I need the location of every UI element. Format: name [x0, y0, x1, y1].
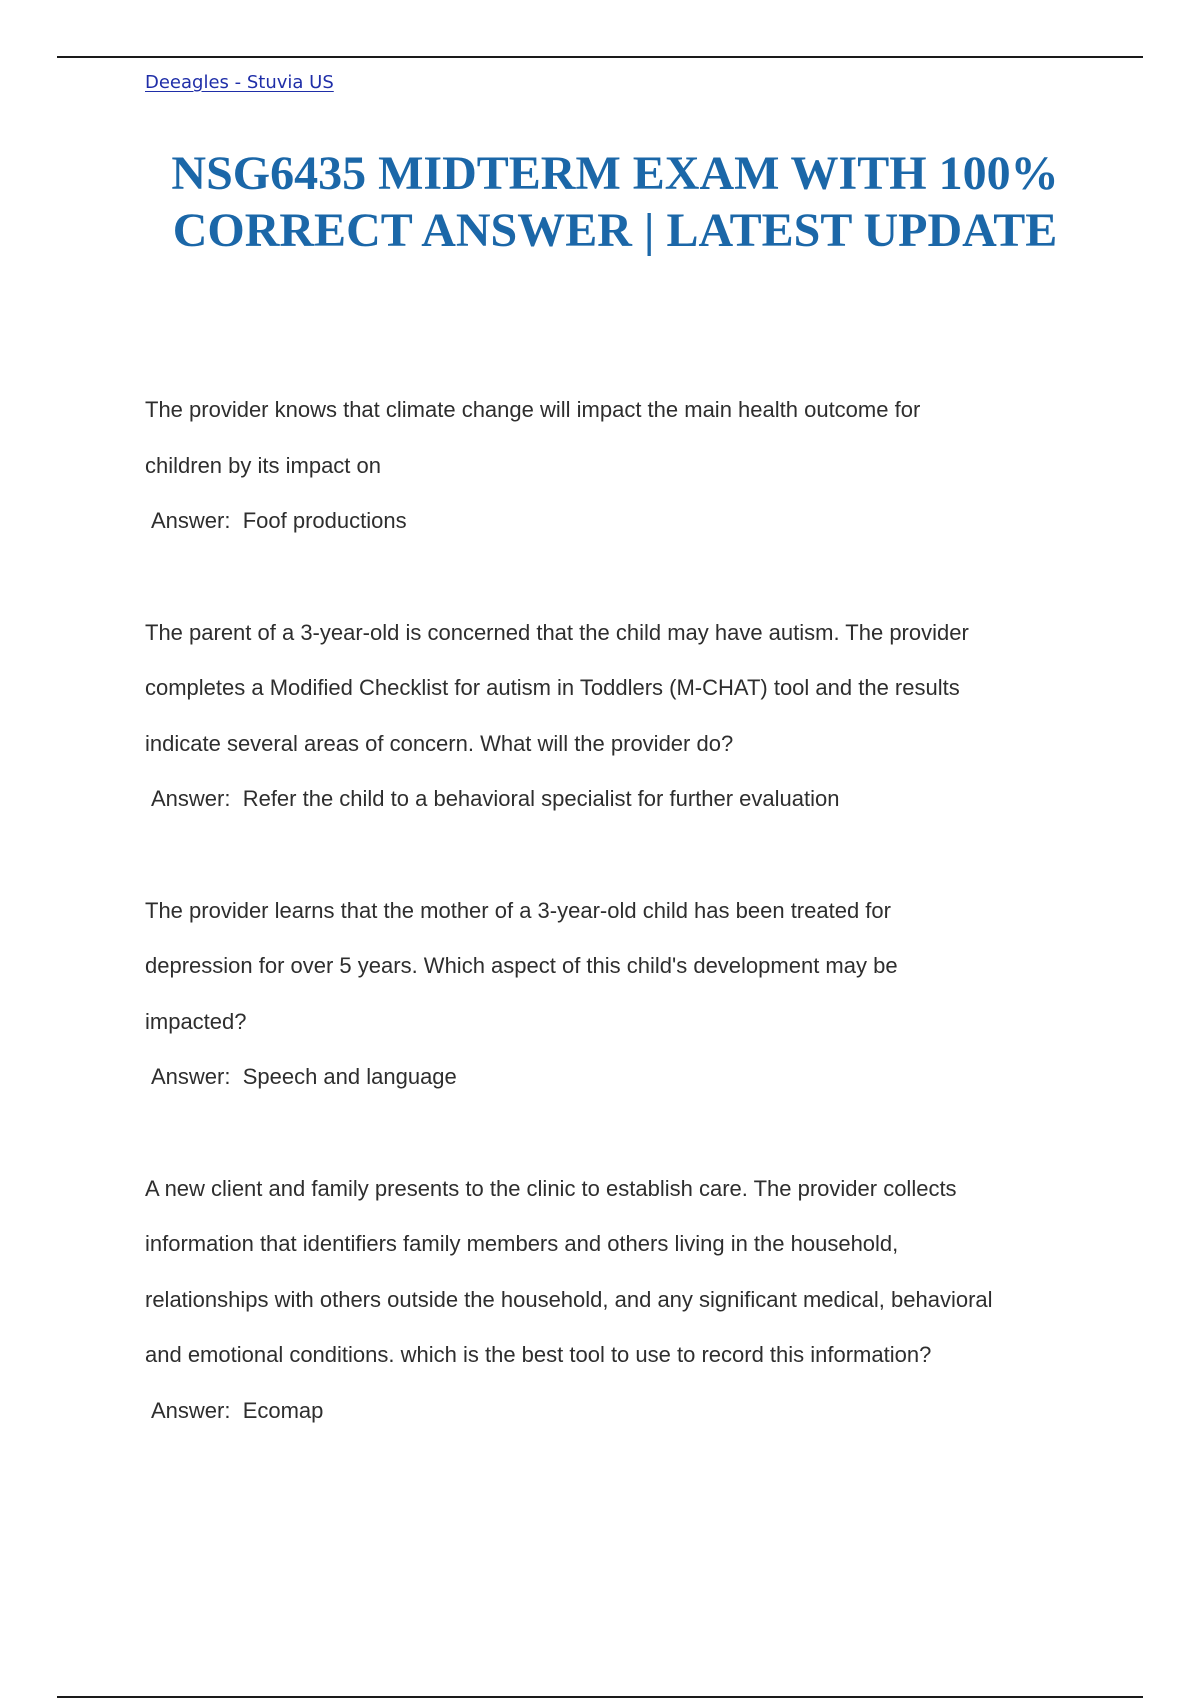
- document-title: [100, 145, 1130, 259]
- title-line-2: CORRECT ANSWER | LATEST UPDATE: [172, 204, 1058, 257]
- answer-text: Answer: Ecomap: [151, 1397, 324, 1423]
- answer-text: Answer: Speech and language: [151, 1064, 457, 1089]
- header-source-link[interactable]: Deeagles - Stuvia US: [145, 72, 334, 93]
- top-rule: [57, 56, 1143, 58]
- qa-item: [145, 605, 1105, 827]
- question-line: A new client and family presents to the clinic to establish care. The provider collects: [145, 1175, 957, 1201]
- question-line: The provider learns that the mother of a 3-year-old child has been treated for: [145, 897, 891, 923]
- question-line: indicate several areas of concern. What will the provider do?: [145, 730, 734, 756]
- question-line: depression for over 5 years. Which aspect of this child's development may be: [145, 953, 898, 978]
- title-line-1: NSG6435 MIDTERM EXAM WITH 100%: [171, 147, 1059, 200]
- question-line: completes a Modified Checklist for autism in Toddlers (M-CHAT) tool and the results: [145, 675, 960, 700]
- question-line: and emotional conditions. which is the best tool to use to record this information?: [145, 1342, 932, 1367]
- answer-text: Answer: Refer the child to a behavioral specialist for further evaluation: [151, 786, 840, 811]
- qa-list: [145, 382, 1105, 1438]
- question-line: relationships with others outside the household, and any significant medical, behavioral: [145, 1286, 993, 1312]
- question-line: The provider knows that climate change will impact the main health outcome for: [145, 397, 921, 422]
- question-line: impacted?: [145, 1008, 247, 1034]
- qa-item: [145, 382, 1105, 549]
- question-line: children by its impact on: [145, 452, 381, 478]
- bottom-rule: [57, 1696, 1143, 1698]
- answer-text: Answer: Foof productions: [151, 508, 407, 533]
- question-line: The parent of a 3-year-old is concerned that the child may have autism. The provider: [145, 619, 969, 645]
- question-line: information that identifiers family members and others living in the household,: [145, 1231, 899, 1256]
- qa-item: [145, 883, 1105, 1105]
- qa-item: [145, 1161, 1105, 1439]
